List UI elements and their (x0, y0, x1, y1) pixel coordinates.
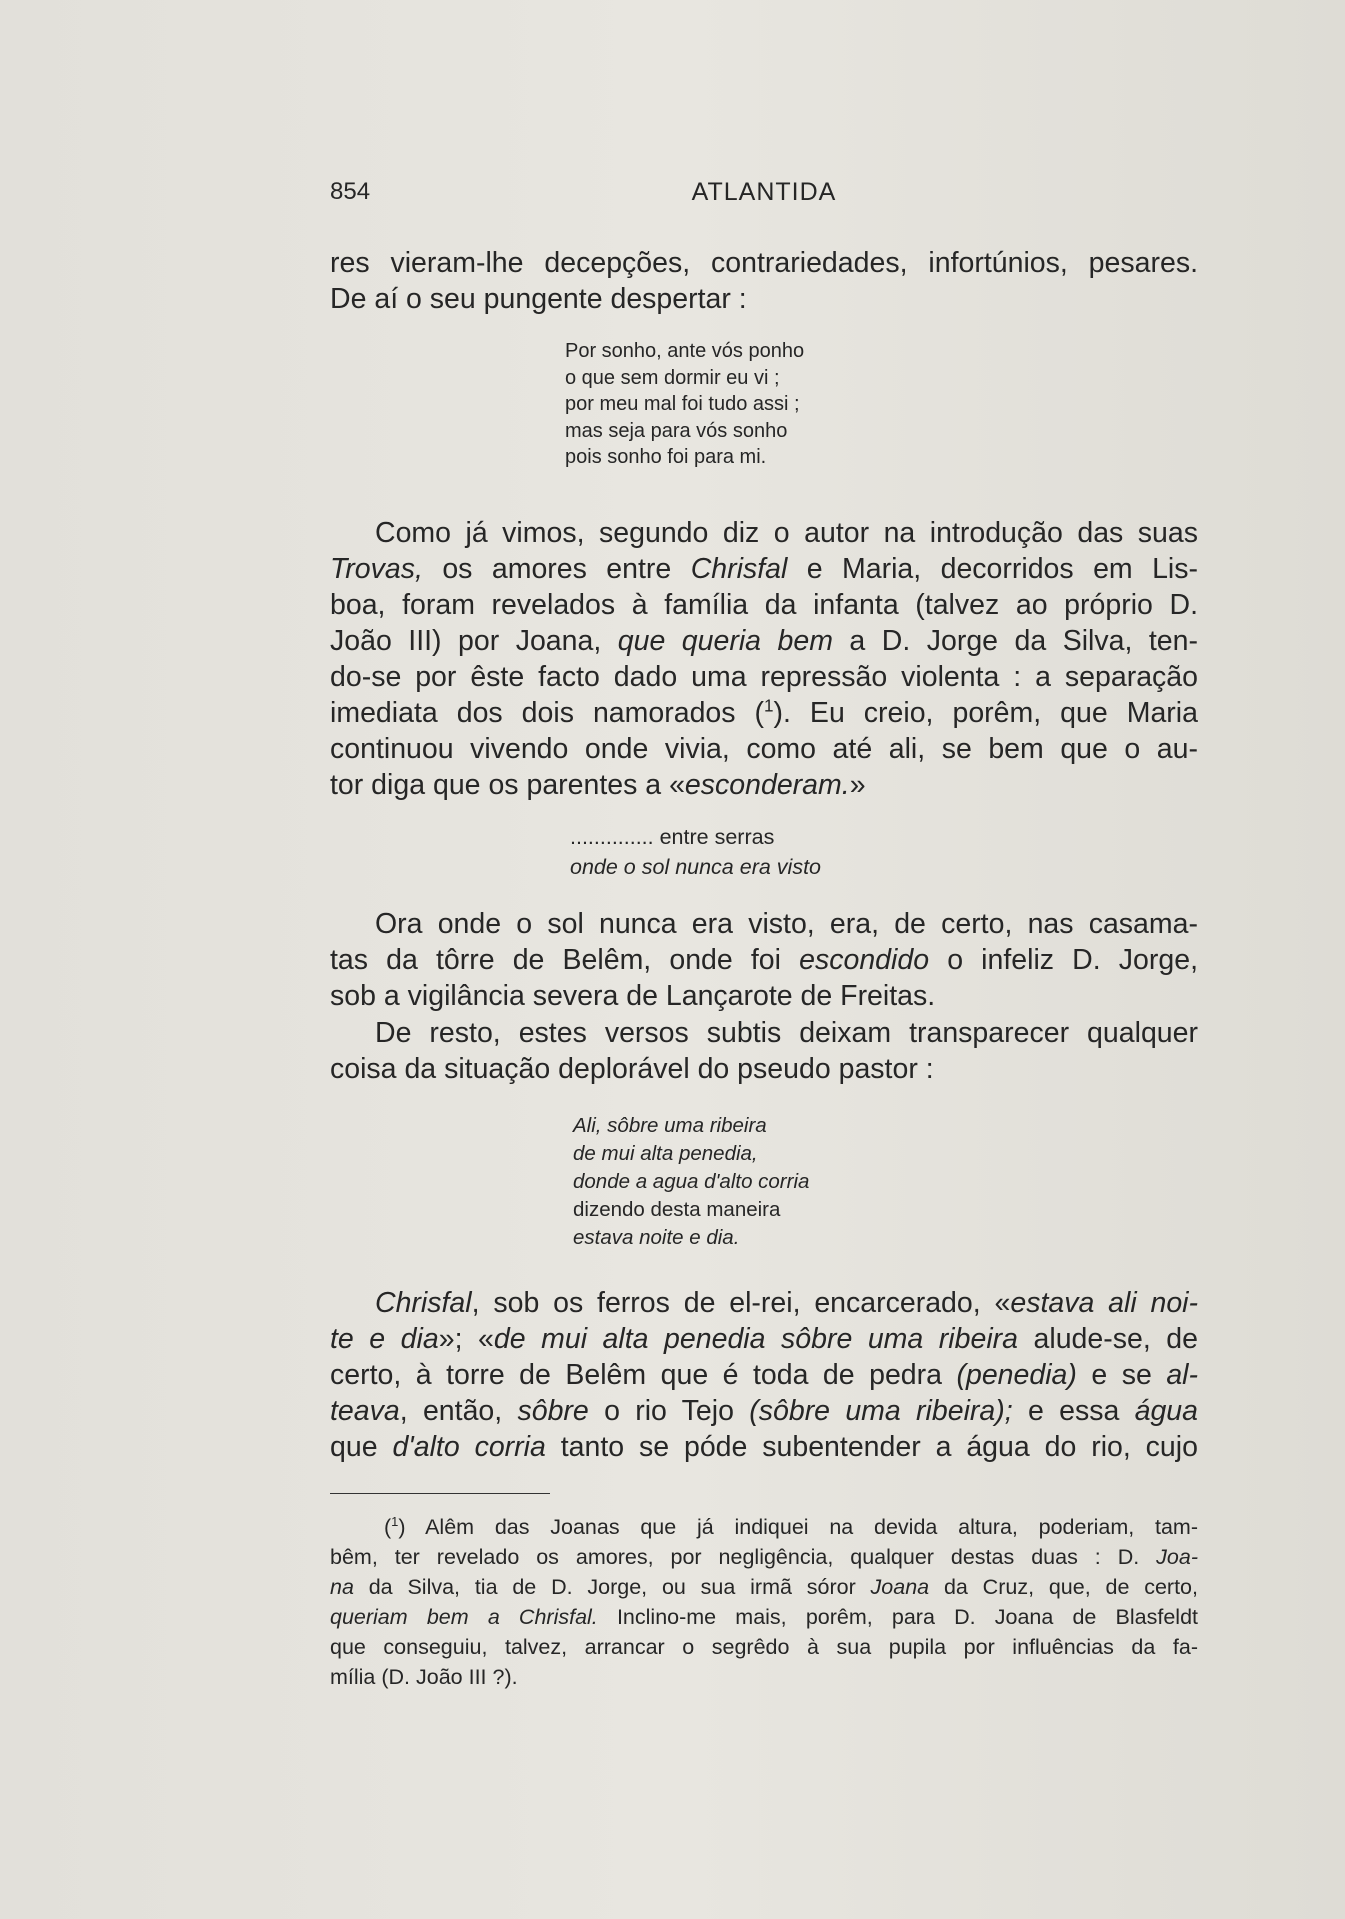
verse-stanza-3 (573, 1112, 809, 1252)
paragraph-2 (330, 515, 1198, 803)
text-run: os amores entre (422, 553, 691, 585)
text-line (330, 1285, 1198, 1321)
text-line: De resto, estes versos subtis deixam transparecer qualquer (375, 1017, 1198, 1049)
text-run: da Silva, tia de D. Jorge, ou sua irmã sóror (353, 1575, 871, 1599)
paragraph-3 (330, 906, 1198, 1014)
italic-text: (penedia) (956, 1359, 1077, 1391)
italic-text: Chrisfal (375, 1287, 472, 1319)
italic-text: que queria bem (617, 625, 833, 657)
footnote-separator (330, 1493, 550, 1494)
italic-text: água (1134, 1395, 1199, 1427)
text-line (330, 1602, 1198, 1632)
text-run: e Maria, decorridos em Lis- (787, 553, 1199, 585)
text-run: tor diga que os parentes a « (330, 769, 685, 801)
text-line: mília (D. João III ?). (330, 1665, 518, 1689)
text-run: Inclino-me mais, porêm, para D. Joana de Blasfeldt (597, 1605, 1199, 1629)
text-line (330, 695, 1198, 731)
italic-text: esconderam. (684, 769, 850, 801)
verse-line: donde a agua d'alto corria (573, 1170, 810, 1193)
italic-text: na (330, 1575, 354, 1599)
italic-text: (sôbre uma ribeira); (749, 1395, 1013, 1427)
italic-text: al- (1166, 1359, 1198, 1391)
text-line: continuou vivendo onde vivia, como até ali, se bem que o au- (330, 733, 1198, 765)
text-run: ). Eu creio, porêm, que Maria (773, 697, 1198, 729)
text-line: que conseguiu, talvez, arrancar o segrêdo à sua pupila por influências da fa- (330, 1635, 1198, 1659)
text-line: do-se por êste facto dado uma repressão violenta : a separação (330, 661, 1198, 693)
italic-text: escondido (799, 944, 930, 976)
text-run: , sob os ferros de el-rei, encarcerado, « (471, 1287, 1011, 1319)
text-line: De aí o seu pungente despertar : (330, 283, 747, 315)
footnote-ref: 1 (764, 696, 774, 716)
footnote (330, 1512, 1198, 1692)
paragraph-5 (330, 1285, 1198, 1465)
verse-stanza-2 (570, 822, 821, 882)
italic-text: te e dia (330, 1323, 439, 1355)
verse-line: Por sonho, ante vós ponho (565, 340, 805, 362)
paragraph-4 (330, 1015, 1198, 1087)
italic-text: sôbre (517, 1395, 589, 1427)
text-run: ) Alêm das Joanas que já indiquei na devida altura, poderiam, tam- (398, 1515, 1198, 1539)
text-run: » (849, 769, 866, 801)
italic-text: Joa- (1156, 1545, 1198, 1569)
text-line: boa, foram revelados à família da infanta (talvez ao próprio D. (330, 589, 1198, 621)
italic-text: Chrisfal (690, 553, 788, 585)
verse-line: dizendo desta maneira (573, 1198, 781, 1221)
text-line (330, 1429, 1198, 1465)
text-line (330, 1357, 1198, 1393)
text-run: tanto se póde subentender a água do rio, cujo (545, 1431, 1198, 1463)
text-run: da Cruz, que, de certo, (929, 1575, 1198, 1599)
page-number: 854 (330, 178, 371, 205)
text-run: alude-se, de (1018, 1323, 1199, 1355)
verse-line: Ali, sôbre uma ribeira (573, 1114, 767, 1137)
text-run: e se (1076, 1359, 1167, 1391)
text-run: a D. Jorge da Silva, ten- (832, 625, 1198, 657)
verse-line: por meu mal foi tudo assi ; (565, 393, 800, 415)
italic-text: Joana (870, 1575, 930, 1599)
italic-text: teava (330, 1395, 400, 1427)
text-line (330, 942, 1198, 978)
text-line (330, 1321, 1198, 1357)
text-line (330, 551, 1198, 587)
text-line (330, 1512, 1198, 1542)
italic-text: Trovas, (330, 553, 423, 585)
verse-line: o que sem dormir eu vi ; (565, 366, 780, 389)
text-run: que (330, 1431, 393, 1463)
text-line: Ora onde o sol nunca era visto, era, de certo, nas casama- (375, 908, 1198, 940)
page-header (330, 178, 1198, 218)
italic-text: estava ali noi- (1010, 1287, 1198, 1319)
text-line (330, 767, 1198, 803)
text-line (330, 1393, 1198, 1429)
footnote-marker: 1 (391, 1513, 399, 1529)
text-run: , então, (399, 1395, 518, 1427)
text-line: coisa da situação deplorável do pseudo pastor : (330, 1053, 934, 1085)
text-line: res vieram-lhe decepções, contrariedades, infortúnios, pesares. (330, 247, 1198, 279)
text-line (330, 1542, 1198, 1572)
running-title: ATLANTIDA (691, 178, 837, 206)
verse-stanza-1 (565, 338, 804, 471)
italic-text: queriam bem a Chrisfal. (330, 1605, 598, 1629)
verse-line: de mui alta penedia, (573, 1142, 758, 1165)
text-run: »; « (438, 1323, 494, 1355)
verse-line: .............. entre serras (570, 825, 775, 849)
italic-text: de mui alta penedia sôbre uma ribeira (493, 1323, 1018, 1355)
text-run: bêm, ter revelado os amores, por negligência, qualquer destas duas : D. (330, 1545, 1157, 1569)
text-run: e essa (1012, 1395, 1135, 1427)
verse-line: mas seja para vós sonho (565, 419, 788, 442)
text-run: o infeliz D. Jorge, (929, 944, 1198, 976)
text-run: ( (384, 1515, 392, 1539)
text-run: o rio Tejo (588, 1395, 750, 1427)
text-line: Como já vimos, segundo diz o autor na introdução das suas (375, 517, 1198, 549)
text-run: imediata dos dois namorados ( (330, 697, 765, 729)
text-run: João III) por Joana, (330, 625, 618, 657)
verse-line: estava noite e dia. (573, 1226, 740, 1249)
verse-line: onde o sol nunca era visto (570, 855, 821, 879)
text-line (330, 623, 1198, 659)
italic-text: d'alto corria (392, 1431, 546, 1463)
text-run: tas da tôrre de Belêm, onde foi (330, 944, 800, 976)
text-run: certo, à torre de Belêm que é toda de pedra (330, 1359, 957, 1391)
text-line (330, 1572, 1198, 1602)
verse-line: pois sonho foi para mi. (565, 446, 767, 468)
paragraph-1 (330, 245, 1198, 317)
text-line: sob a vigilância severa de Lançarote de Freitas. (330, 980, 936, 1012)
